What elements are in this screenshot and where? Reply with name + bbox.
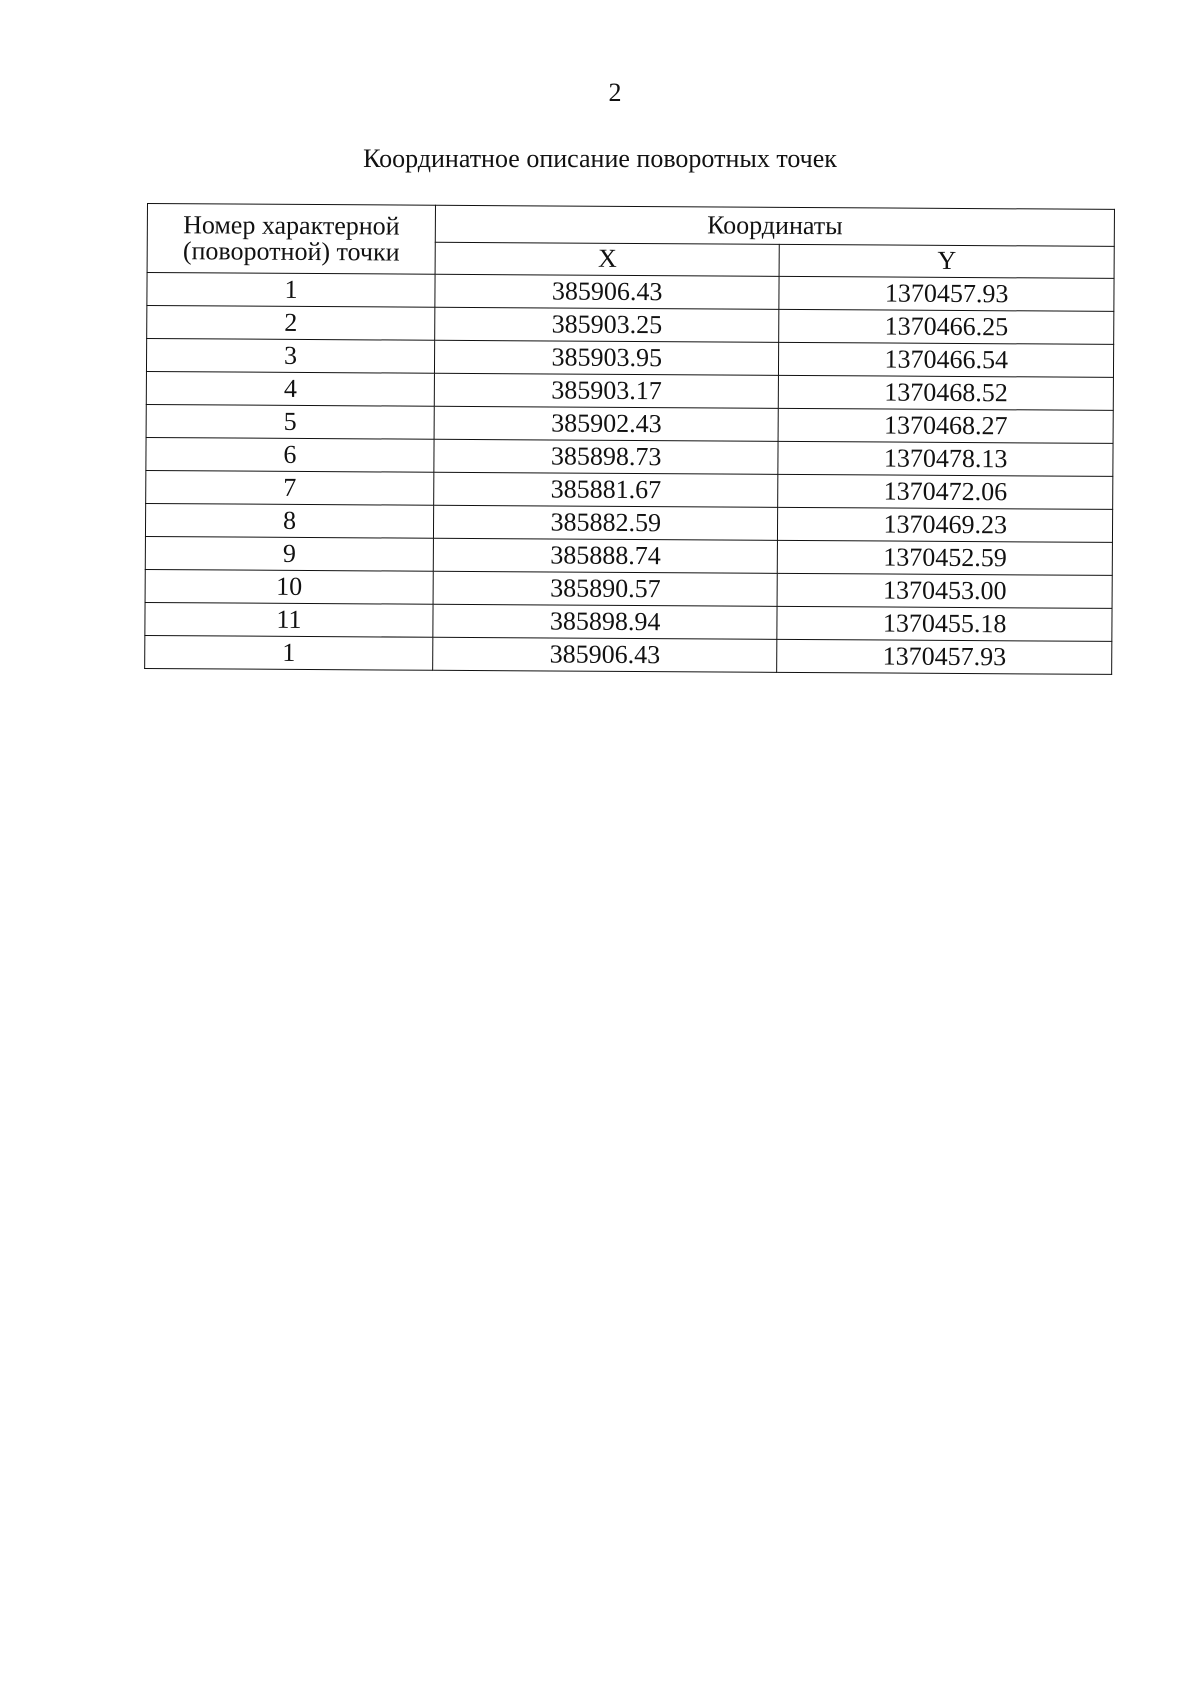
cell-x: 385902.43 [434,406,779,441]
cell-point-number: 3 [146,339,434,374]
cell-point-number: 8 [145,503,433,538]
header-point-line1: Номер характерной [183,210,400,241]
cell-x: 385903.95 [434,340,779,375]
cell-y: 1370466.25 [779,309,1114,344]
cell-x: 385903.17 [434,373,779,408]
cell-y: 1370453.00 [777,573,1112,608]
header-point-line2: (поворотной) точки [182,236,400,267]
page-number: 2 [608,78,622,107]
cell-point-number: 6 [146,437,434,472]
cell-point-number: 4 [146,371,434,406]
cell-point-number: 1 [147,273,435,308]
coordinates-table [144,203,1115,675]
cell-point-number: 1 [145,635,433,670]
cell-y: 1370455.18 [777,606,1112,641]
cell-x: 385898.94 [433,604,778,639]
cell-y: 1370452.59 [778,540,1113,575]
cell-x: 385906.43 [435,274,780,309]
cell-y: 1370468.52 [779,375,1114,410]
cell-x: 385898.73 [434,439,779,474]
cell-x: 385882.59 [433,505,778,540]
header-point-number [147,204,435,275]
cell-point-number: 10 [145,569,433,604]
cell-point-number: 7 [146,470,434,505]
cell-y: 1370469.23 [778,507,1113,542]
cell-y: 1370457.93 [779,276,1114,311]
cell-x: 385906.43 [433,637,778,672]
cell-x: 385888.74 [433,538,778,573]
header-x: X [435,242,780,277]
cell-x: 385890.57 [433,571,778,606]
cell-y: 1370472.06 [778,474,1113,509]
cell-point-number: 2 [147,306,435,341]
header-coordinates: Координаты [435,205,1114,246]
cell-y: 1370478.13 [778,441,1113,476]
cell-x: 385881.67 [434,472,779,507]
cell-y: 1370457.93 [777,639,1112,674]
cell-y: 1370468.27 [778,408,1113,443]
cell-x: 385903.25 [435,307,780,342]
document-title: Координатное описание поворотных точек [363,144,837,173]
header-y: Y [779,244,1114,278]
cell-y: 1370466.54 [779,342,1114,377]
cell-point-number: 9 [145,536,433,571]
table-body [145,273,1114,675]
cell-point-number: 11 [145,602,433,637]
table-row [145,635,1112,674]
cell-point-number: 5 [146,404,434,439]
